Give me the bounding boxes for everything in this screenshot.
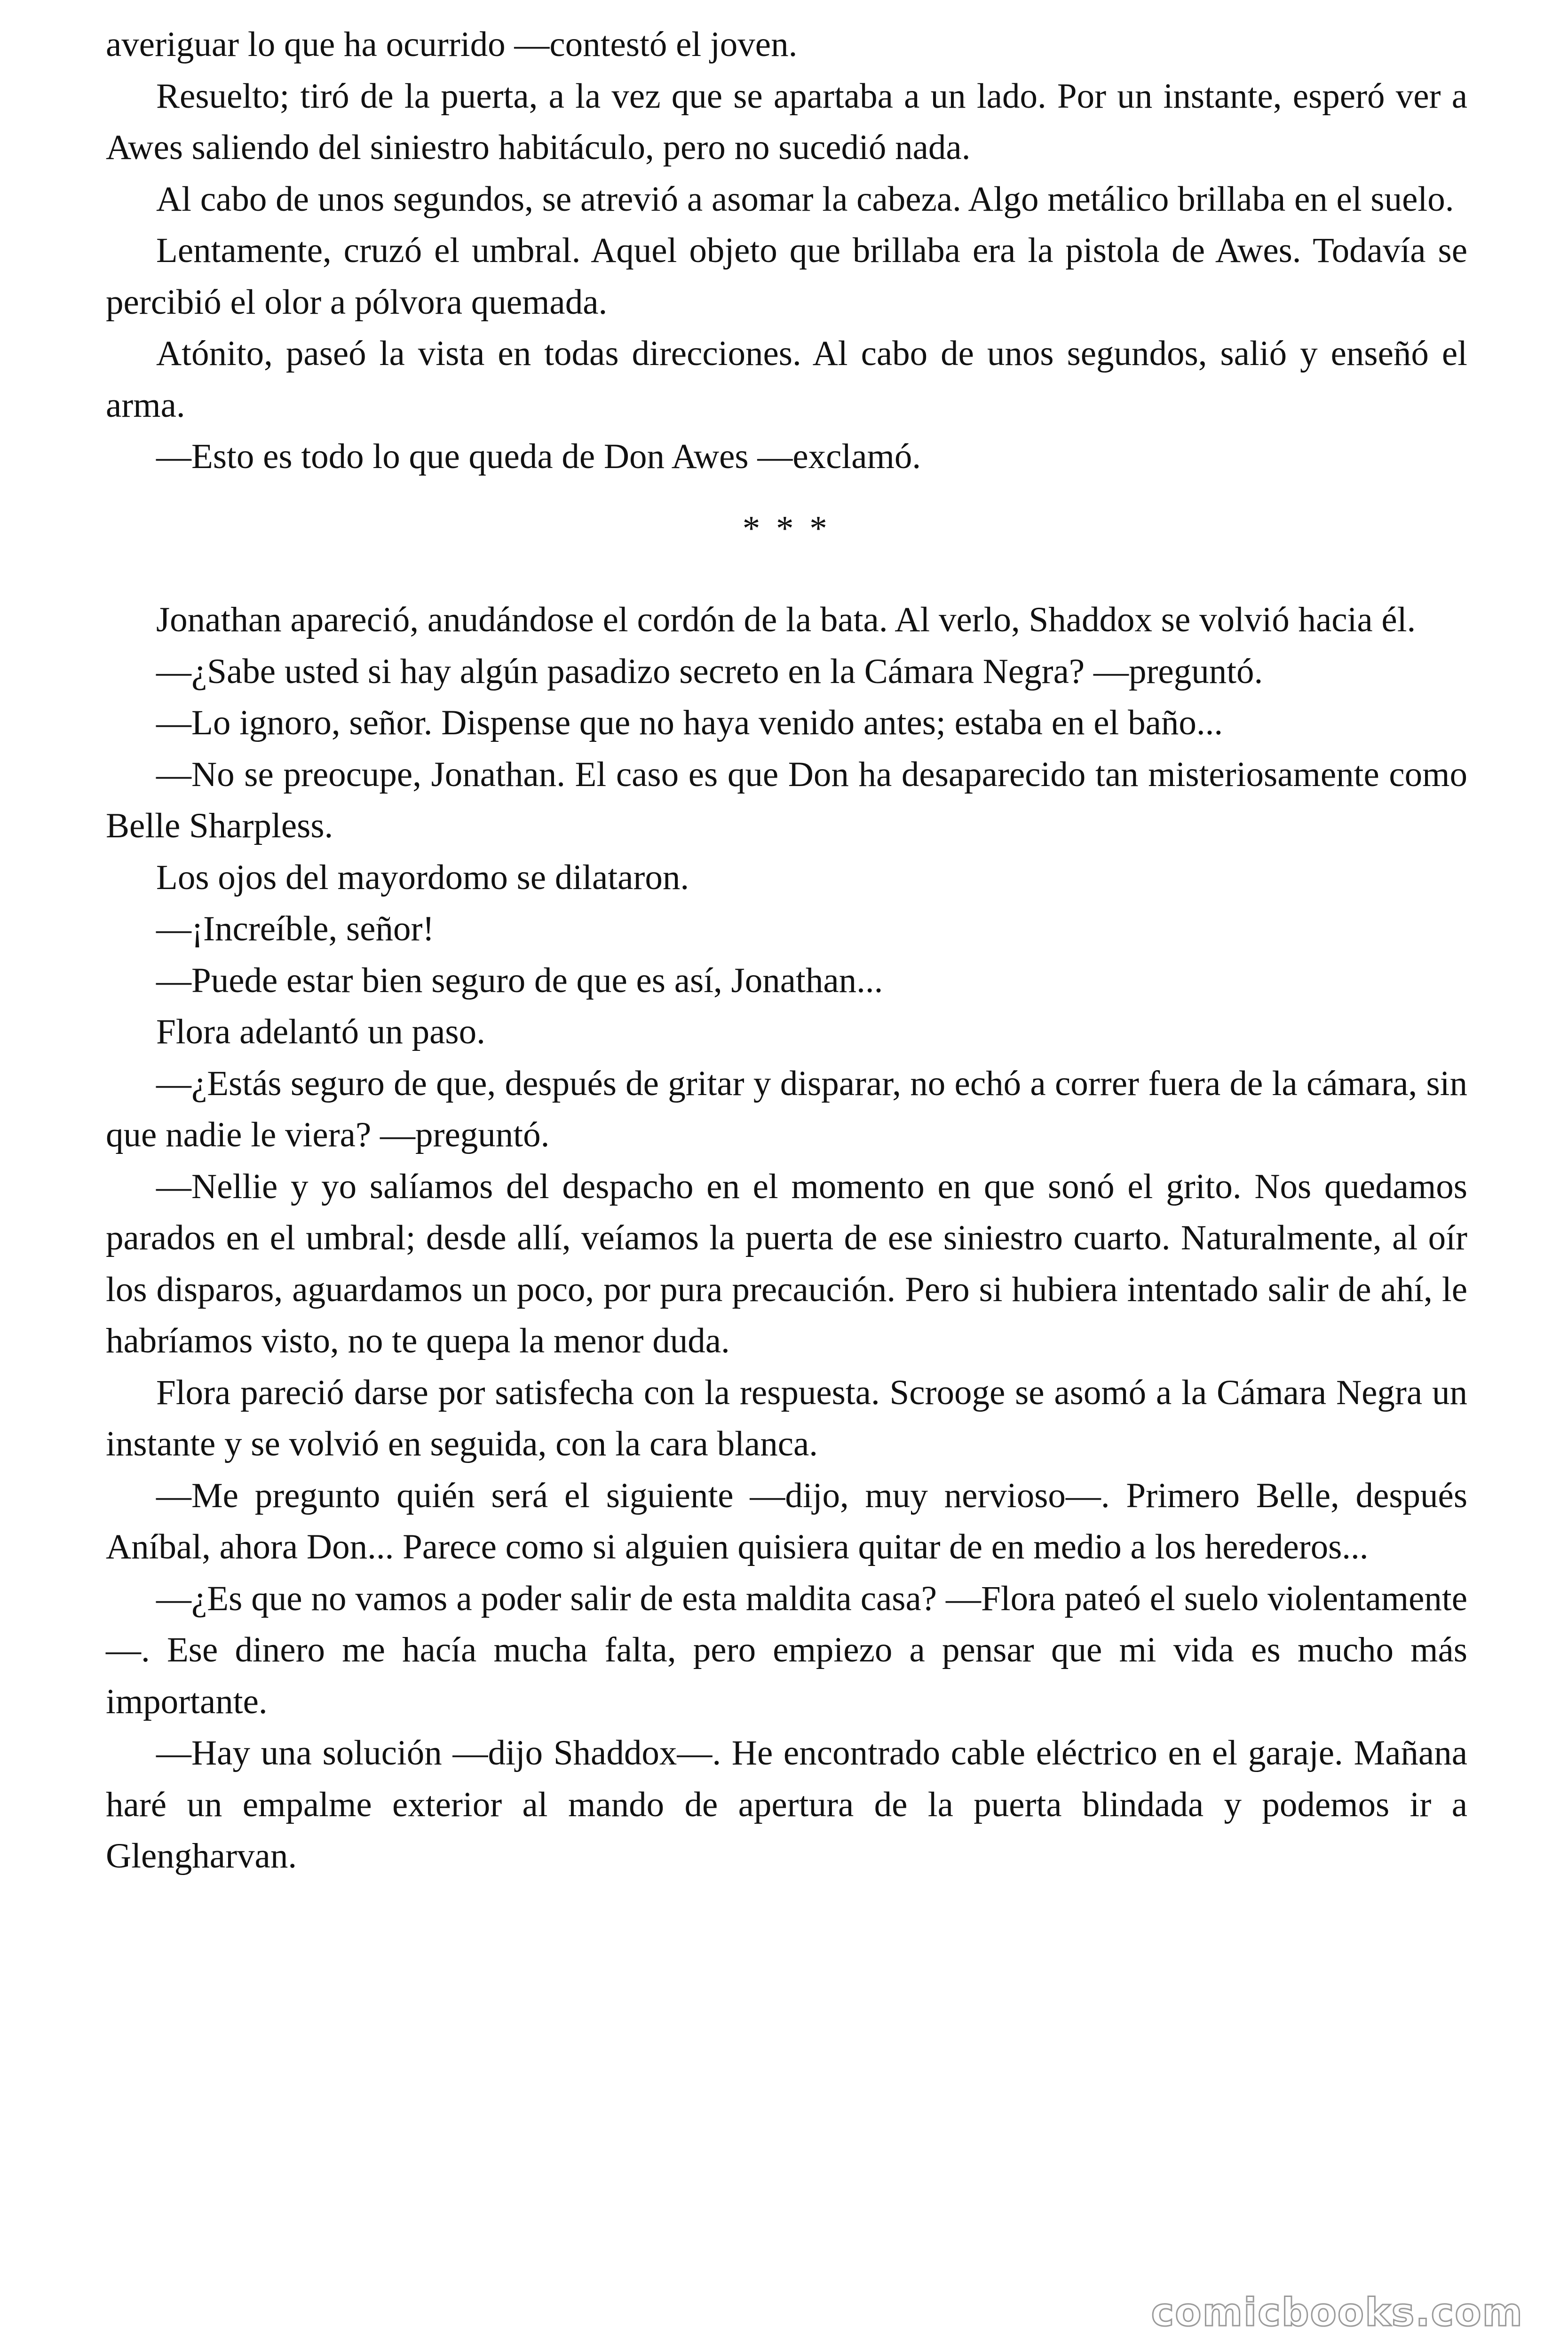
paragraph: —¡Increíble, señor! — [156, 909, 435, 948]
paragraph: Atónito, paseó la vista en todas direcciones. Al cabo de unos segundos, salió y enseñó el arma. — [106, 334, 1467, 425]
document-page — [106, 19, 1467, 1882]
watermark: comicbooks.com — [1151, 2290, 1523, 2335]
paragraph: Los ojos del mayordomo se dilataron. — [156, 858, 689, 897]
paragraph: Flora adelantó un paso. — [156, 1012, 485, 1051]
paragraph: Jonathan apareció, anudándose el cordón de la bata. Al verlo, Shaddox se volvió hacia él. — [156, 600, 1416, 639]
paragraph: —Lo ignoro, señor. Dispense que no haya venido antes; estaba en el baño... — [156, 703, 1223, 742]
paragraph: —¿Sabe usted si hay algún pasadizo secreto en la Cámara Negra? —preguntó. — [156, 652, 1263, 691]
paragraph: averiguar lo que ha ocurrido —contestó el joven. — [106, 25, 798, 64]
paragraph: —Puede estar bien seguro de que es así, Jonathan... — [156, 961, 883, 1000]
paragraph: Al cabo de unos segundos, se atrevió a asomar la cabeza. Algo metálico brillaba en el suelo. — [156, 179, 1454, 219]
paragraph: Lentamente, cruzó el umbral. Aquel objeto que brillaba era la pistola de Awes. Todavía se percibió el olor a pólvora quemada. — [106, 231, 1467, 322]
paragraph: —Me pregunto quién será el siguiente —dijo, muy nervioso—. Primero Belle, después Aníbal, ahora Don... Parece como si alguien quisiera quitar de en medio a los herederos... — [106, 1476, 1467, 1566]
paragraph: —Esto es todo lo que queda de Don Awes —exclamó. — [156, 437, 921, 476]
paragraph: —No se preocupe, Jonathan. El caso es que Don ha desaparecido tan misteriosamente como Belle Sharpless. — [106, 755, 1467, 845]
paragraph: —¿Es que no vamos a poder salir de esta maldita casa? —Flora pateó el suelo violentamente—. Ese dinero me hacía mucha falta, pero empiezo a pensar que mi vida es mucho más importante. — [106, 1579, 1467, 1721]
paragraph: Flora pareció darse por satisfecha con la respuesta. Scrooge se asomó a la Cámara Negra un instante y se volvió en seguida, con la cara blanca. — [106, 1373, 1467, 1463]
scene-break: * * * — [742, 509, 831, 548]
paragraph: —Hay una solución —dijo Shaddox—. He encontrado cable eléctrico en el garaje. Mañana haré un empalme exterior al mando de apertura de la puerta blindada y podemos ir a Glengharvan. — [106, 1733, 1467, 1875]
paragraph: —Nellie y yo salíamos del despacho en el momento en que sonó el grito. Nos quedamos parados en el umbral; desde allí, veíamos la puerta de ese siniestro cuarto. Naturalmente, al oír los disparos, aguardamos un poco, por pura precaución. Pero si hubiera intentado salir de ahí, le habríamos visto, no te quepa la menor duda. — [106, 1167, 1467, 1360]
paragraph: —¿Estás seguro de que, después de gritar y disparar, no echó a correr fuera de la cámara, sin que nadie le viera? —preguntó. — [106, 1064, 1467, 1154]
paragraph: Resuelto; tiró de la puerta, a la vez que se apartaba a un lado. Por un instante, esperó ver a Awes saliendo del siniestro habitáculo, pero no sucedió nada. — [106, 76, 1467, 167]
